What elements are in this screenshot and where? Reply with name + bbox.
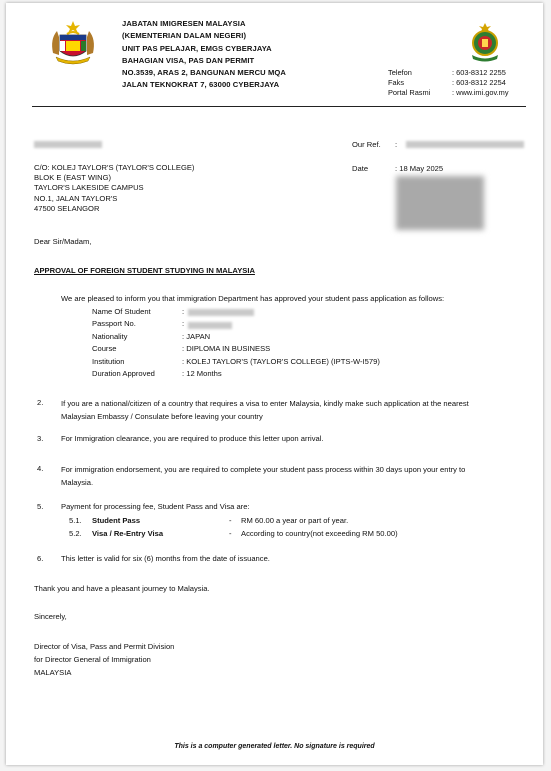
letterhead-line: (KEMENTERIAN DALAM NEGERI)	[122, 31, 247, 41]
detail-label: Name Of Student	[92, 307, 151, 316]
address-line: NO.1, JALAN TAYLOR'S	[34, 193, 118, 203]
fee-numbers	[69, 514, 82, 540]
letter-subject: APPROVAL OF FOREIGN STUDENT STUDYING IN MALAYSIA	[34, 266, 255, 275]
redacted-student-name	[188, 309, 254, 316]
point-6: This letter is valid for six (6) months from the date of issuance.	[61, 554, 270, 563]
portal-website-link[interactable]: : www.imi.gov.my	[452, 88, 509, 97]
salutation: Dear Sir/Madam,	[34, 237, 92, 246]
signatory-line: for Director General of Immigration	[34, 655, 151, 664]
point-3: For Immigration clearance, you are required to produce this letter upon arrival.	[61, 434, 324, 443]
fee-number: 5.1.	[69, 516, 82, 525]
signatory-line: MALAYSIA	[34, 668, 72, 677]
recipient-address	[34, 163, 194, 214]
telefon-label: Telefon	[388, 68, 412, 77]
nationality-value: : JAPAN	[182, 331, 211, 341]
detail-label: Passport No.	[92, 319, 136, 329]
point-2	[61, 397, 469, 423]
redacted-qr-code	[396, 176, 484, 230]
letterhead-line: BAHAGIAN VISA, PAS DAN PERMIT	[122, 55, 255, 65]
faks-label: Faks	[388, 78, 405, 87]
letterhead-line: JABATAN IMIGRESEN MALAYSIA	[122, 19, 246, 28]
student-name-value: :	[182, 307, 185, 316]
fee-desc: According to country(not exceeding RM 50.00)	[241, 529, 398, 538]
point-text: For immigration endorsement, you are required to complete your student pass process within 30 days upon your entry to	[61, 465, 466, 474]
detail-label: Course	[92, 344, 117, 354]
redacted-our-ref	[406, 141, 524, 148]
course-value: : DIPLOMA IN BUSINESS	[182, 344, 271, 354]
redacted-passport-no	[188, 322, 232, 329]
contact-values	[452, 68, 509, 98]
intro-paragraph: We are pleased to inform you that immigration Department has approved your student pass application as follows:	[61, 294, 445, 303]
fee-item-visa: Visa / Re-Entry Visa	[92, 529, 164, 538]
point-number: 4.	[37, 464, 44, 473]
signatory-line: Director of Visa, Pass and Permit Division	[34, 642, 175, 651]
date-value: : 18 May 2025	[395, 164, 444, 173]
fee-dash: -	[229, 529, 232, 538]
duration-value: : 12 Months	[182, 369, 222, 379]
fee-number: 5.2.	[69, 529, 82, 538]
letterhead-line: NO.3539, ARAS 2, BANGUNAN MERCU MQA	[122, 68, 286, 78]
point-4	[61, 463, 465, 489]
address-line: 47500 SELANGOR	[34, 203, 100, 213]
letterhead-address	[122, 18, 286, 92]
signature-block	[34, 640, 174, 679]
point-text: Malaysian Embassy / Consulate before leaving your country	[61, 412, 263, 422]
point-number: 5.	[37, 502, 44, 511]
point-number: 3.	[37, 434, 44, 443]
faks-value: : 603-8312 2254	[452, 78, 506, 87]
letterhead-line: JALAN TEKNOKRAT 7, 63000 CYBERJAYA	[122, 80, 280, 90]
fee-dashes	[229, 514, 232, 540]
fee-descriptions	[241, 514, 398, 540]
our-ref-colon: :	[395, 140, 398, 149]
detail-labels	[92, 306, 155, 380]
point-5: Payment for processing fee, Student Pass and Visa are:	[61, 502, 250, 511]
detail-label: Institution	[92, 356, 125, 366]
letter-page	[6, 3, 543, 765]
letterhead-line: UNIT PAS PELAJAR, EMGS CYBERJAYA	[122, 43, 272, 53]
point-number: 6.	[37, 554, 44, 563]
point-number: 2.	[37, 398, 44, 407]
date-label: Date	[352, 164, 369, 173]
footer-note: This is a computer generated letter. No signature is required	[174, 743, 375, 750]
point-text: Malaysia.	[61, 478, 94, 488]
contact-labels	[388, 68, 430, 98]
address-line: BLOK E (EAST WING)	[34, 173, 112, 183]
detail-values	[182, 306, 380, 380]
detail-label: Duration Approved	[92, 369, 155, 379]
institution-value: : KOLEJ TAYLOR'S (TAYLOR'S COLLEGE) (IPTS-W-I579)	[182, 356, 380, 366]
detail-label: Nationality	[92, 331, 128, 341]
passport-value: :	[182, 319, 185, 329]
address-line: C/O: KOLEJ TAYLOR'S (TAYLOR'S COLLEGE)	[34, 163, 195, 172]
portal-label: Portal Rasmi	[388, 88, 431, 97]
fee-items	[92, 514, 163, 540]
fee-item-student-pass: Student Pass	[92, 516, 141, 525]
fee-dash: -	[229, 516, 232, 525]
redacted-reference	[34, 141, 102, 148]
telefon-value: : 603-8312 2255	[452, 68, 506, 77]
address-line: TAYLOR'S LAKESIDE CAMPUS	[34, 183, 144, 193]
closing-thanks: Thank you and have a pleasant journey to Malaysia.	[34, 584, 210, 593]
closing-sincerely: Sincerely,	[34, 612, 67, 621]
immigration-badge-logo	[467, 22, 503, 64]
our-ref-label: Our Ref.	[352, 140, 381, 149]
point-text: If you are a national/citizen of a country that requires a visa to enter Malaysia, kindly make such application at the nearest	[61, 399, 469, 408]
header-divider	[32, 106, 526, 107]
malaysia-coat-of-arms-logo	[44, 19, 102, 67]
fee-desc: RM 60.00 a year or part of year.	[241, 516, 349, 525]
